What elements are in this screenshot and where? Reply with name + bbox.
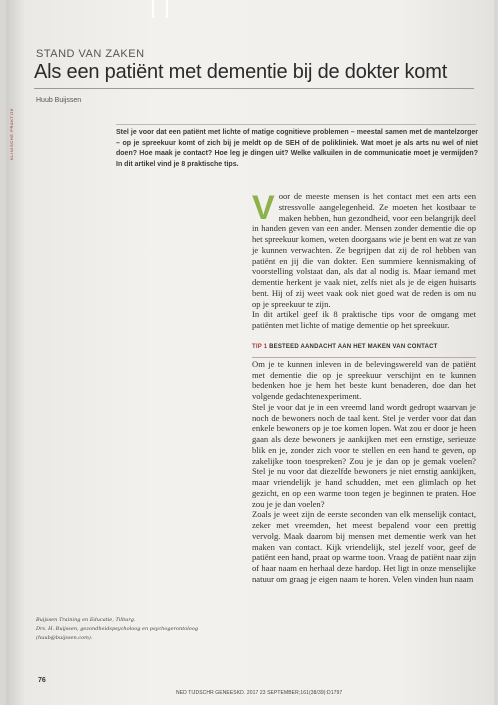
intro-paragraph: In dit artikel geef ik 8 praktische tips voor de omgang met patiënten met lichte of matige dementie op het spreekuur.	[252, 309, 476, 330]
author-name: Huub Buijssen	[36, 97, 82, 104]
intro-paragraph	[252, 191, 476, 309]
document-page	[6, 0, 494, 705]
tip-number: TIP 1	[252, 343, 268, 350]
tip-heading	[252, 342, 476, 353]
footnote-line: (huub@buijssen.com).	[36, 635, 93, 641]
tip-title: BESTEED AANDACHT AAN HET MAKEN VAN CONTACT	[269, 343, 438, 350]
section-heading: STAND VAN ZAKEN	[36, 48, 145, 60]
tip-divider	[252, 357, 476, 358]
article-body	[252, 191, 476, 585]
scan-edge-mark	[166, 0, 168, 18]
drop-cap: V	[252, 189, 275, 227]
lead-paragraph: Stel je voor dat een patiënt met lichte of matige cognitieve problemen – meestal samen met de mantelzorger – op je spreekuur komt of zich bij je meldt op de SEH of de polikliniek. Wat moet je als arts nu wel of niet doen? Hoe maak je contact? Hoe leg je dingen uit? Welke valkuilen in de communicatie moet je vermijden? In dit artikel vind je 8 praktische tips.	[116, 129, 478, 168]
article-title: Als een patiënt met dementie bij de dokter komt	[34, 61, 448, 83]
tip-paragraph: Stel je voor dat je in een vreemd land wordt gedropt waarvan je noch de bewoners noch de taal kent. Stel je verder voor dat dan enkele bewoners op je toe komen lopen. Wat zou er door je heen gaan als deze bewoners je aankijken met een ernstige, serieuze blik en je, zonder zich voor te stellen en een hand te geven, op zakelijke toon toespreken? Zou je je dan op je gemak voelen? Stel je nu voor dat diezelfde bewoners je niet ernstig aankijken, maar vriendelijk je hand schudden, met een glimlach op het gezicht, en op een warme toon tegen je beginnen te praten. Hoe zou je je dan voelen?	[252, 401, 476, 509]
journal-citation: NED TIJDSCHR GENEESKD. 2017 23 SEPTEMBER;161(38/39):D1797	[176, 690, 343, 696]
tip-paragraph: Om je te kunnen inleven in de belevingswereld van de patiënt met dementie die op je spreekuur verschijnt en te kunnen bedenken hoe je hem het beste kunt benaderen, doe dan het volgende gedachtenexperiment.	[252, 358, 476, 401]
footnote-line: Buijssen Training en Educatie, Tilburg.	[36, 617, 136, 623]
tip-paragraph: Zoals je weet zijn de eerste seconden van elk menselijk contact, zeker met vreemden, het meest bepalend voor een prettig vervolg. Maak daarom bij mensen met dementie werk van het maken van contact. Kijk vriendelijk, stel jezelf voor, geef de patiënt een hand, praat op warme toon. Vraag de patiënt naar zijn of haar naam en herhaal deze hardop. Het ligt in onze menselijke natuur om graag je eigen naam te horen. Velen vinden hun naam	[252, 509, 476, 584]
title-divider	[34, 88, 474, 89]
side-label: KLINISCHE PRAKTIJK	[9, 107, 14, 160]
scan-edge-mark	[152, 0, 154, 18]
footnote-line: Drs. H. Buijssen, gezondheidspsycholoog en psychogerontoloog	[36, 626, 199, 632]
intro-text: oor de meeste mensen is het contact met een arts een stressvolle aangelegenheid. Ze moeten het kostbaar te maken hebben, hun gezondheid, voor een belangrijk deel in handen geven van een ander. Mensen zonder dementie die op het spreekuur komen, weten doorgaans wie je bent en wat ze van je kunnen verwachten. Ze begrijpen dat zij de rol hebben van patiënt en jij die van dokter. Een summiere kennismaking of voorstelling volstaat dan, als dat al nodig is. Maar iemand met dementie herkent je vaak niet, zelfs niet als je de eigen huisarts bent. Hij of zij weet vaak ook niet goed wat de reden is om nu op je spreekuur te zijn.	[252, 191, 476, 309]
page-number: 76	[38, 677, 46, 684]
lead-divider	[116, 124, 476, 125]
author-footnote	[36, 616, 226, 643]
